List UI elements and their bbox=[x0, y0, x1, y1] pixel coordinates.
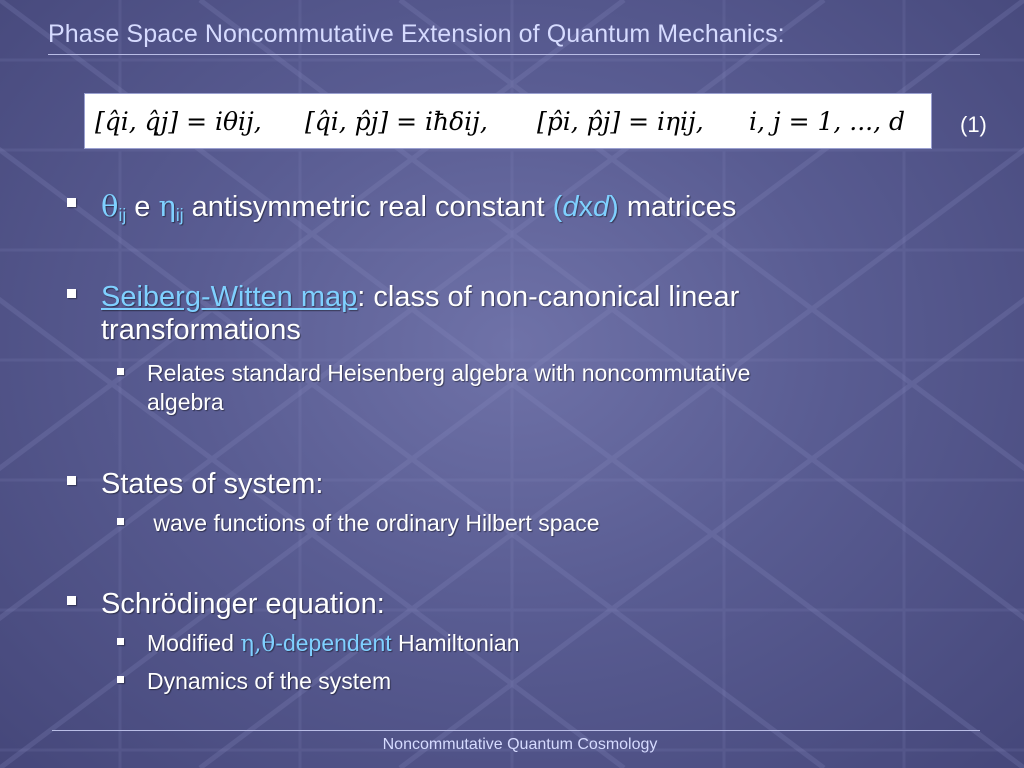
heisenberg-line1: Relates standard Heisenberg algebra with noncommutative bbox=[147, 360, 751, 386]
bullet-marker bbox=[67, 198, 76, 207]
sub-bullet-marker bbox=[117, 638, 124, 645]
bullet-marker bbox=[67, 596, 76, 605]
seiberg-witten-link[interactable]: Seiberg-Witten map bbox=[101, 281, 358, 313]
sub-bullet-heisenberg bbox=[147, 359, 750, 417]
matrices-description: antisymmetric real constant bbox=[183, 191, 553, 223]
equation-number: (1) bbox=[960, 112, 987, 137]
matrices-tail: matrices bbox=[618, 191, 737, 223]
eta-symbol: η bbox=[158, 189, 176, 223]
seiberg-witten-description-cont: transformations bbox=[101, 314, 301, 346]
dxd-x: x bbox=[578, 191, 593, 223]
bullet-states: States of system: bbox=[101, 468, 324, 500]
bullet-matrices bbox=[101, 190, 736, 232]
hamiltonian-suffix: Hamiltonian bbox=[391, 630, 520, 656]
bullet-marker bbox=[67, 289, 76, 298]
equation-part-3: [p̂i, p̂j] = iηij, bbox=[537, 107, 704, 136]
sub-bullet-marker bbox=[117, 676, 124, 683]
bullet-schrodinger: Schrödinger equation: bbox=[101, 588, 385, 620]
dxd-open: ( bbox=[552, 191, 563, 223]
sub-bullet-wave-functions: wave functions of the ordinary Hilbert space bbox=[147, 510, 600, 536]
slide-footer: Noncommutative Quantum Cosmology bbox=[382, 736, 658, 753]
theta-subscript: ij bbox=[118, 205, 127, 226]
dxd-d2: d bbox=[592, 191, 610, 223]
bullet-seiberg-witten bbox=[101, 281, 739, 347]
heisenberg-line2: algebra bbox=[147, 389, 224, 415]
sub-bullet-hamiltonian bbox=[147, 629, 520, 659]
dxd-d1: d bbox=[562, 191, 579, 223]
eta-subscript: ij bbox=[175, 205, 184, 226]
sub-bullet-dynamics: Dynamics of the system bbox=[147, 668, 392, 694]
seiberg-witten-description: : class of non-canonical linear bbox=[357, 281, 740, 313]
theta-symbol: θ bbox=[101, 189, 119, 223]
dxd-close: ) bbox=[609, 191, 619, 223]
bullet-marker bbox=[67, 476, 76, 485]
dependent-text: -dependent bbox=[275, 630, 392, 656]
equation-part-4: i, j = 1, ..., d bbox=[749, 107, 906, 136]
footer-divider bbox=[52, 730, 980, 731]
sub-bullet-marker bbox=[117, 518, 124, 525]
hamiltonian-prefix: Modified bbox=[147, 630, 241, 656]
eta-theta-symbols: η,θ bbox=[240, 631, 276, 657]
slide-title: Phase Space Noncommutative Extension of Quantum Mechanics: bbox=[48, 20, 785, 48]
equation-part-2: [q̂i, p̂j] = iħδij, bbox=[305, 107, 488, 136]
conjunction-e: e bbox=[126, 191, 159, 223]
sub-bullet-marker bbox=[117, 368, 124, 375]
equation-part-1: [q̂i, q̂j] = iθij, bbox=[95, 107, 262, 136]
